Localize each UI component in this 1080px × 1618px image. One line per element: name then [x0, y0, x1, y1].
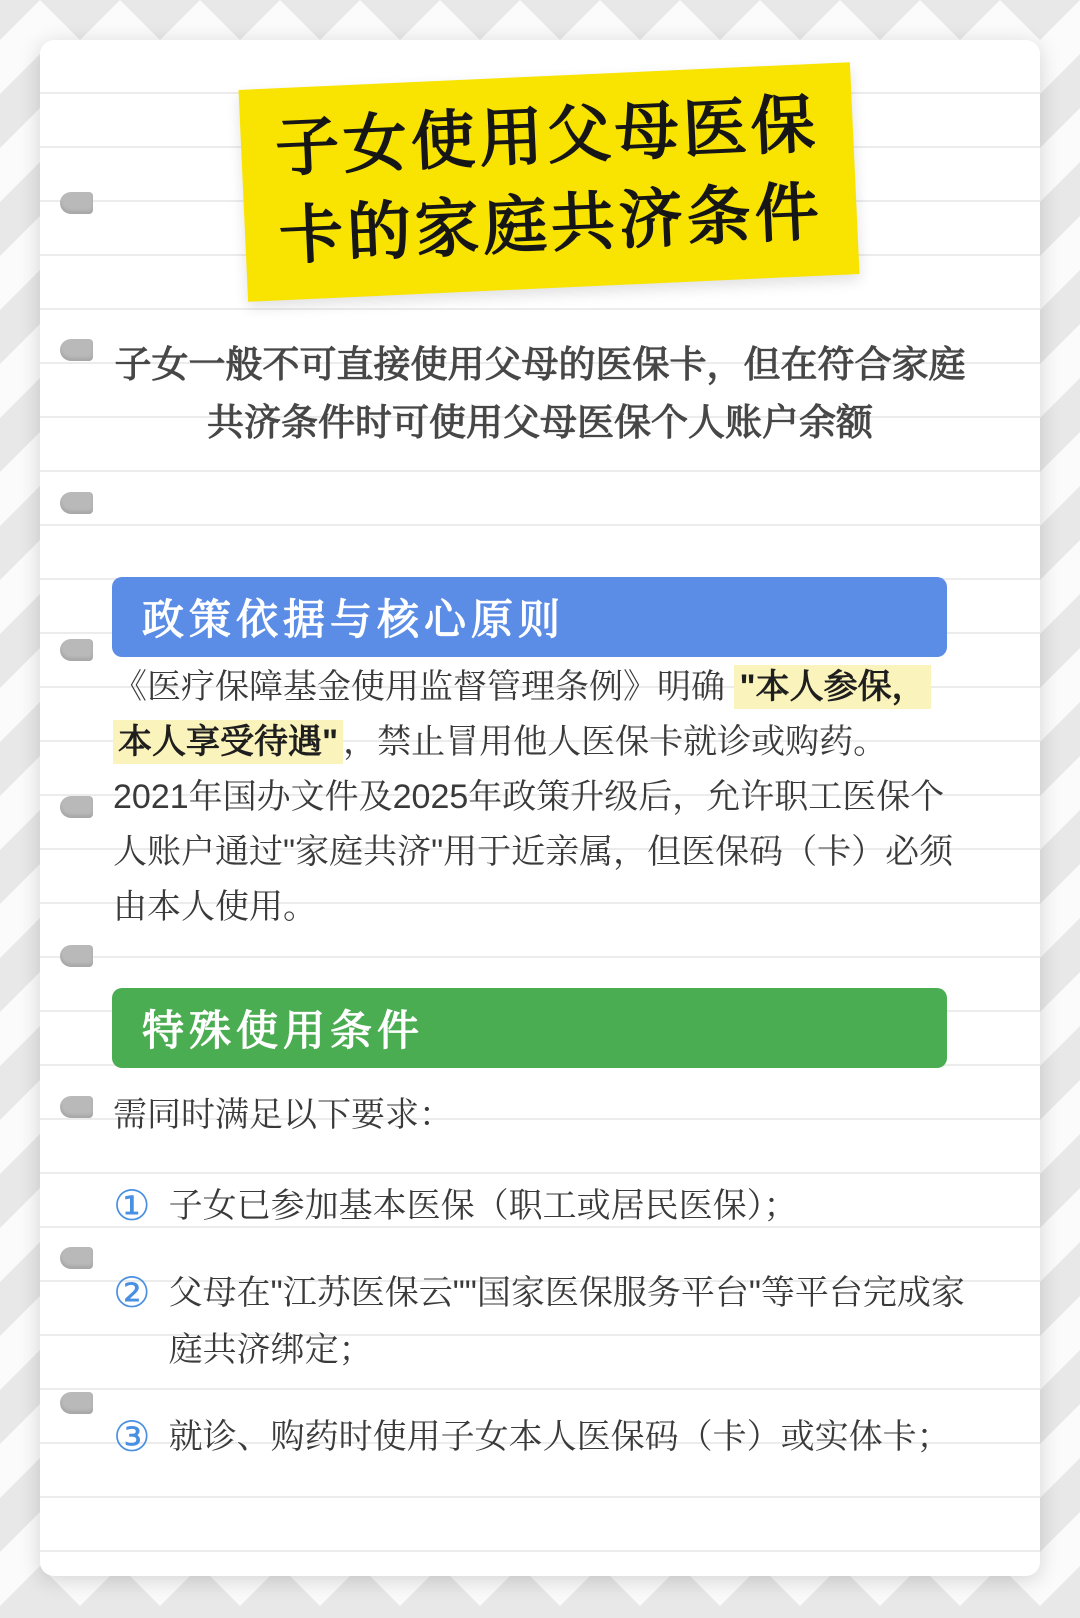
binder-tab — [60, 492, 93, 514]
highlighted-quote: "本人参保，本人享受待遇" — [113, 665, 931, 764]
binder-tab — [60, 339, 93, 361]
list-item — [113, 1265, 969, 1379]
paper-sheet — [40, 40, 1040, 1576]
list-item — [113, 1178, 969, 1235]
page-title-line1: 子女使用父母医保 — [273, 87, 821, 185]
list-item-text: 子女已参加基本医保（职工或居民医保）； — [168, 1187, 798, 1225]
conditions-lead: 需同时满足以下要求： — [113, 1096, 453, 1134]
list-item-text: 就诊、购药时使用子女本人医保码（卡）或实体卡； — [168, 1418, 951, 1456]
section-heading-conditions — [112, 988, 947, 1068]
section-heading-policy — [112, 577, 947, 657]
intro-text: 子女一般不可直接使用父母的医保卡，但在符合家庭共济条件时可使用父母医保个人账户余额 — [114, 344, 966, 443]
title-banner — [239, 62, 860, 302]
circled-number-2: ② — [113, 1269, 151, 1316]
section-heading-policy-label: 政策依据与核心原则 — [142, 596, 566, 643]
policy-paragraph-after: ，禁止冒用他人医保卡就诊或购药。2021年国办文件及2025年政策升级后，允许职工医保个人账户通过"家庭共济"用于近亲属，但医保码（卡）必须由本人使用。 — [113, 723, 954, 926]
section-heading-conditions-label: 特殊使用条件 — [142, 1007, 425, 1054]
conditions-list — [113, 1178, 969, 1496]
circled-number-3: ③ — [113, 1413, 151, 1460]
policy-paragraph-before: 《医疗保障基金使用监督管理条例》明确 — [113, 668, 735, 706]
binder-tab — [60, 1247, 93, 1269]
policy-paragraph — [113, 660, 955, 935]
list-item-text: 父母在"江苏医保云""国家医保服务平台"等平台完成家庭共济绑定； — [168, 1274, 965, 1369]
binder-tab — [60, 1392, 93, 1414]
binder-tab — [60, 1096, 93, 1118]
page-title-line2: 卡的家庭共济条件 — [277, 175, 825, 273]
binder-tab — [60, 945, 93, 967]
circled-number-1: ① — [113, 1182, 151, 1229]
binder-tab — [60, 639, 93, 661]
binder-tab — [60, 192, 93, 214]
binder-tab — [60, 796, 93, 818]
list-item — [113, 1409, 969, 1466]
